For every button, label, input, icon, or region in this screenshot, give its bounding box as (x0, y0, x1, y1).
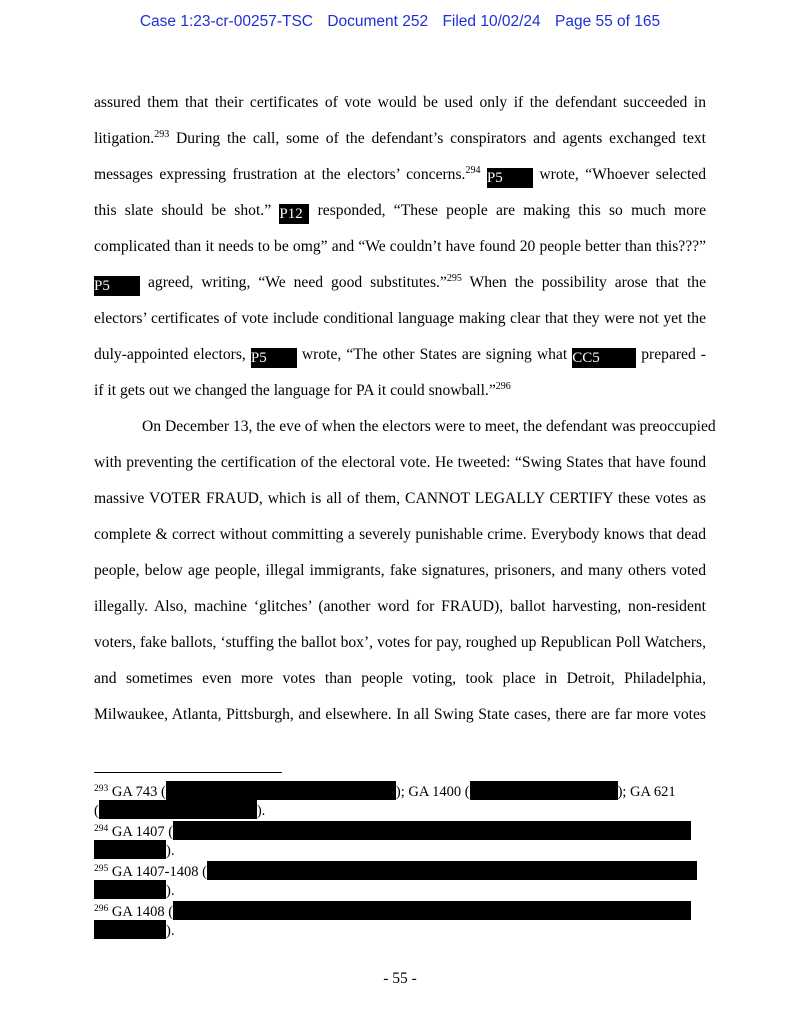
body-line-3: messages expressing frustration at the electors’ concerns.$^{294}$ P5 wrote, “Whoever selected (94, 165, 706, 186)
redaction-block (94, 920, 166, 939)
body-line-10: On December 13, the eve of when the electors were to meet, the defendant was preoccupied (142, 418, 716, 435)
footnote-293: $^{293}$ GA 743 ( ); GA 1400 ( ); GA 621 (94, 781, 706, 800)
body-line-14: people, below age people, illegal immigrants, fake signatures, prisoners, and many others voted (94, 562, 706, 579)
redaction-block (99, 800, 257, 819)
redaction-block (207, 861, 697, 880)
redaction-block (173, 821, 691, 840)
document-number: Document 252 (327, 13, 429, 30)
redaction-label: P5 (487, 168, 533, 188)
case-header (0, 13, 800, 31)
body-line-1: assured them that their certificates of vote would be used only if the defendant succeeded in (94, 94, 706, 111)
redaction-block (166, 781, 396, 800)
page-count: Page 55 of 165 (555, 13, 661, 30)
body-line-5: complicated than it needs to be omg” and “We couldn’t have found 20 people better than this???” (94, 238, 706, 255)
footnote-296-cont: ). (94, 920, 174, 939)
page-number: - 55 - (383, 970, 417, 987)
redaction-block (173, 901, 691, 920)
body-line-8: duly-appointed electors, P5 wrote, “The other States are signing what CC5 prepared - (94, 346, 706, 366)
redaction-block (94, 880, 166, 899)
body-line-18: Milwaukee, Atlanta, Pittsburgh, and elsewhere. In all Swing State cases, there are far more votes (94, 706, 706, 723)
footnote-295-cont: ). (94, 880, 174, 899)
body-line-17: and sometimes even more votes than people voting, took place in Detroit, Philadelphia, (94, 670, 706, 687)
body-line-4: this slate should be shot.” P12 responded, “These people are making this so much more (94, 202, 706, 222)
case-number: Case 1:23-cr-00257-TSC (139, 13, 313, 30)
footnote-293-cont: ( ). (94, 800, 265, 819)
body-line-13: complete & correct without committing a severely punishable crime. Everybody knows that dead (94, 526, 706, 543)
redaction-label: P5 (94, 276, 140, 296)
redaction-block (470, 781, 618, 800)
redaction-label: P5 (251, 348, 297, 368)
body-line-16: voters, fake ballots, ‘stuffing the ballot box’, votes for pay, roughed up Republican Poll Watchers, (94, 634, 706, 651)
redaction-label: CC5 (572, 348, 636, 368)
footnote-ref-294: 294 (465, 165, 481, 176)
footnote-295: $^{295}$ GA 1407-1408 ( (94, 861, 697, 880)
body-line-15: illegally. Also, machine ‘glitches’ (another word for FRAUD), ballot harvesting, non-resident (94, 598, 706, 615)
filed-date: Filed 10/02/24 (442, 13, 541, 30)
body-line-12: massive VOTER FRAUD, which is all of them, CANNOT LEGALLY CERTIFY these votes as (94, 490, 706, 507)
footnote-separator (94, 772, 282, 773)
body-line-11: with preventing the certification of the electoral vote. He tweeted: “Swing States that have found (94, 454, 706, 471)
footnote-ref-296: 296 (495, 381, 511, 392)
footnote-ref-295: 295 (446, 273, 462, 284)
footnote-294: $^{294}$ GA 1407 ( (94, 821, 691, 840)
redaction-label: P12 (279, 204, 309, 224)
footnote-296: $^{296}$ GA 1408 ( (94, 901, 691, 920)
body-line-6: P5 agreed, writing, “We need good substitutes.”$^{295}$ When the possibility arose that the (94, 273, 706, 294)
redaction-block (94, 840, 166, 859)
body-line-9: if it gets out we changed the language for PA it could snowball.”$^{296}$ (94, 381, 511, 399)
footnote-294-cont: ). (94, 840, 174, 859)
footnote-ref-293: 293 (154, 129, 170, 140)
body-line-2: litigation.$^{293}$ During the call, some of the defendant’s conspirators and agents exchanged text (94, 129, 706, 147)
body-line-7: electors’ certificates of vote include conditional language making clear that they were not yet the (94, 310, 706, 327)
